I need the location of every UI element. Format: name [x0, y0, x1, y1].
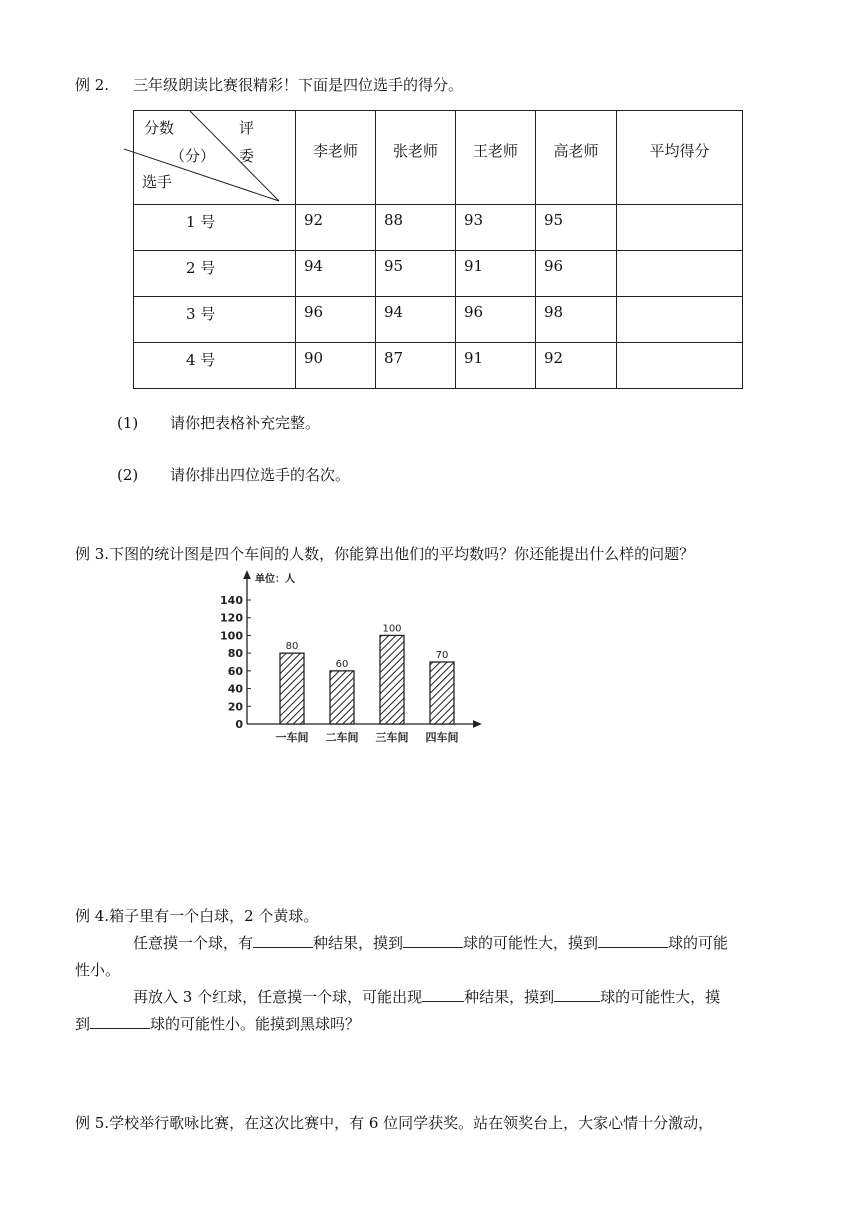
question-1-text: 请你把表格补充完整。	[170, 414, 321, 432]
category-label: 二车间	[325, 731, 359, 744]
bar-value-label: 80	[285, 641, 299, 653]
row-label: 1 号	[134, 205, 296, 251]
y-axis-label: 单位：人	[255, 574, 295, 585]
y-tick-label: 100	[220, 629, 243, 643]
answer-blank[interactable]	[90, 1028, 150, 1029]
score-cell: 98	[536, 297, 617, 343]
example5-text: 例 5.学校举行歌咏比赛，在这次比赛中，有 6 位同学获奖。站在领奖台上，大家心情十分激动，	[75, 1114, 714, 1132]
y-tick-label: 20	[227, 700, 243, 714]
corner-score: 分数	[144, 119, 175, 137]
example4-line4	[133, 987, 720, 1007]
category-label: 一车间	[275, 731, 309, 744]
bar	[430, 662, 454, 724]
example4-line4-b: 种结果，摸到	[464, 988, 555, 1006]
score-cell: 90	[296, 343, 376, 389]
average-cell[interactable]	[617, 205, 743, 251]
answer-blank[interactable]	[554, 1001, 600, 1002]
row-label: 3 号	[134, 297, 296, 343]
table-row	[134, 251, 743, 297]
column-header: 李老师	[296, 111, 376, 205]
corner-unit: （分）	[170, 147, 216, 165]
table-row	[134, 297, 743, 343]
column-header: 张老师	[376, 111, 456, 205]
average-cell[interactable]	[617, 297, 743, 343]
example2-label: 例 2.	[75, 76, 110, 94]
average-cell[interactable]	[617, 251, 743, 297]
corner-judge-1: 评	[239, 119, 255, 137]
bar	[330, 671, 354, 724]
example4-line3: 性小。	[75, 961, 121, 979]
example3-text: 例 3.下图的统计图是四个车间的人数，你能算出他们的平均数吗？你还能提出什么样的问题？	[75, 545, 695, 563]
score-cell: 96	[456, 297, 536, 343]
question-1-number: (1)	[117, 414, 139, 432]
question-2-number: (2)	[117, 466, 139, 484]
y-tick-label: 140	[220, 594, 243, 607]
score-cell: 94	[376, 297, 456, 343]
table-row	[134, 205, 743, 251]
score-cell: 95	[536, 205, 617, 251]
bar-value-label: 100	[382, 623, 402, 635]
y-tick-label: 80	[227, 647, 243, 661]
example2-text: 三年级朗读比赛很精彩！下面是四位选手的得分。	[133, 76, 464, 94]
score-cell: 92	[296, 205, 376, 251]
example4-line5	[75, 1014, 360, 1034]
bar-value-label: 70	[435, 650, 449, 661]
score-cell: 91	[456, 251, 536, 297]
example4-line1: 例 4.箱子里有一个白球，2 个黄球。	[75, 907, 319, 925]
category-label: 四车间	[425, 731, 459, 744]
example4-line5-b: 球的可能性小。能摸到黑球吗？	[150, 1015, 361, 1033]
y-tick-label: 40	[227, 682, 243, 696]
example4-line2	[133, 933, 728, 953]
example4-line4-a: 再放入 3 个红球，任意摸一个球，可能出现	[133, 988, 423, 1006]
answer-blank[interactable]	[422, 1001, 464, 1002]
example4-line5-a: 到	[75, 1015, 91, 1033]
score-cell: 92	[536, 343, 617, 389]
worker-count-bar-chart	[200, 562, 490, 752]
score-cell: 94	[296, 251, 376, 297]
bar	[280, 653, 304, 724]
example4-line2-a: 任意摸一个球，有	[133, 934, 254, 952]
score-cell: 87	[376, 343, 456, 389]
bar	[380, 635, 404, 724]
row-label: 4 号	[134, 343, 296, 389]
score-cell: 96	[536, 251, 617, 297]
row-label: 2 号	[134, 251, 296, 297]
example4-line4-c: 球的可能性大，摸	[600, 988, 721, 1006]
score-table	[133, 110, 743, 389]
y-tick-label: 0	[235, 718, 243, 731]
score-cell: 88	[376, 205, 456, 251]
y-tick-label: 120	[220, 611, 243, 625]
table-header-row	[134, 111, 743, 205]
score-cell: 95	[376, 251, 456, 297]
answer-blank[interactable]	[253, 947, 313, 948]
table-row	[134, 343, 743, 389]
score-cell: 96	[296, 297, 376, 343]
score-cell: 93	[456, 205, 536, 251]
score-cell: 91	[456, 343, 536, 389]
corner-contestant: 选手	[142, 173, 173, 191]
table-corner-cell	[134, 111, 296, 205]
question-2-text: 请你排出四位选手的名次。	[170, 466, 351, 484]
category-label: 三车间	[375, 731, 409, 744]
corner-judge-2: 委	[239, 147, 255, 165]
example4-line2-d: 球的可能	[668, 934, 729, 952]
answer-blank[interactable]	[403, 947, 463, 948]
example4-line2-b: 种结果，摸到	[313, 934, 404, 952]
example4-line2-c: 球的可能性大，摸到	[463, 934, 599, 952]
bar-value-label: 60	[335, 658, 349, 670]
column-header: 王老师	[456, 111, 536, 205]
average-cell[interactable]	[617, 343, 743, 389]
answer-blank[interactable]	[598, 947, 668, 948]
column-header: 平均得分	[617, 111, 743, 205]
column-header: 高老师	[536, 111, 617, 205]
y-tick-label: 60	[227, 664, 243, 678]
